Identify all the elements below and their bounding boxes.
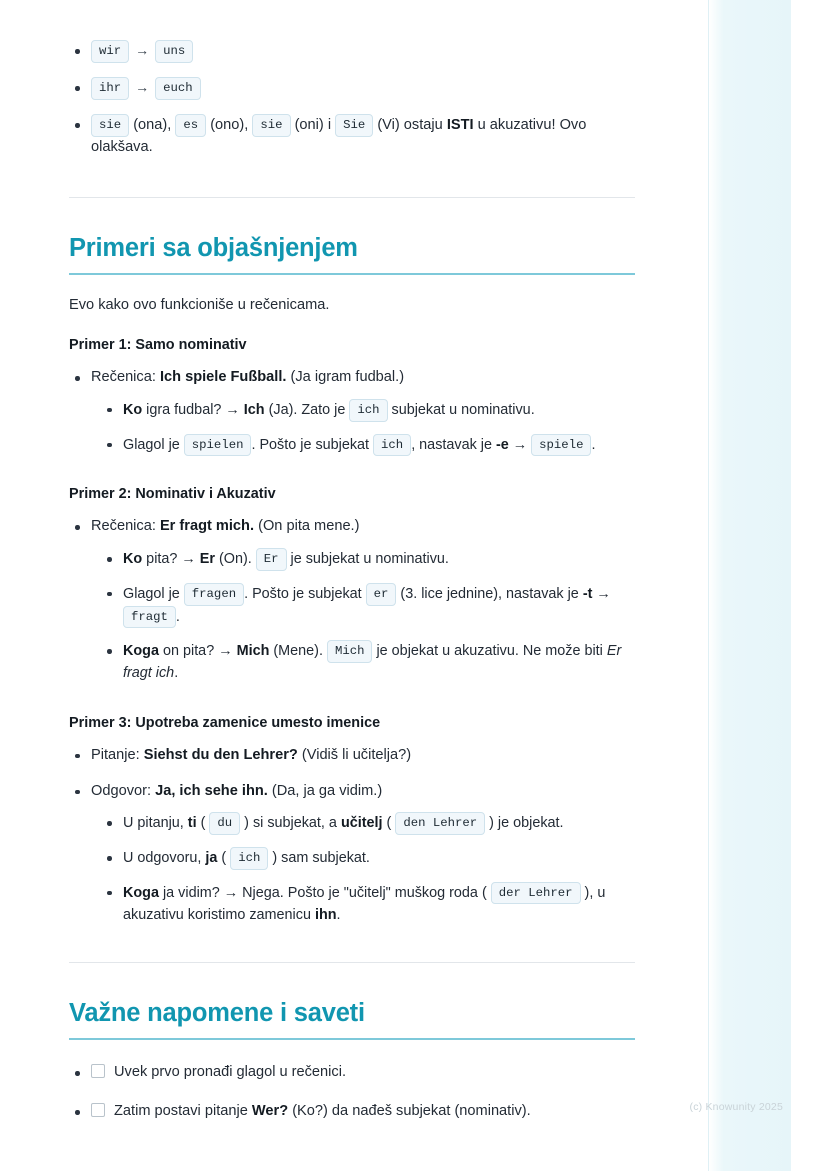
example1-list <box>69 367 635 456</box>
text-fragment-italic: Er fragt ich <box>123 643 622 682</box>
pronoun-code-sie-pl: sie <box>252 114 290 137</box>
list-item <box>69 745 635 767</box>
notes-section-header <box>69 999 635 1040</box>
text-fragment: U pitanju, <box>123 815 188 832</box>
pronoun-list-block <box>69 0 635 159</box>
list-item <box>69 1101 635 1123</box>
text-fragment: (Da, ja ga vidim.) <box>267 782 383 799</box>
text-fragment: je subjekat u nominativu. <box>286 551 449 568</box>
text-fragment: subjekat u nominativu. <box>387 402 535 419</box>
arrow-icon: → <box>135 42 150 59</box>
section-title-notes: Važne napomene i saveti <box>69 999 365 1028</box>
example3-sublist <box>101 812 635 926</box>
text-fragment: (Vi) ostaju <box>373 117 447 134</box>
example3-question: Siehst du den Lehrer? <box>143 746 298 763</box>
text-fragment: ) sam subjekat. <box>268 850 370 867</box>
arrow-icon: → <box>135 79 150 96</box>
checkbox-icon[interactable] <box>91 1064 105 1078</box>
emphasis-isti: ISTI <box>446 117 474 134</box>
text-fragment: pita? → <box>142 551 200 568</box>
document-content <box>69 0 635 1140</box>
notes-checklist <box>69 1062 635 1123</box>
example1-sentence: Ich spiele Fußball. <box>159 369 287 386</box>
text-fragment: , nastavak je <box>411 436 496 453</box>
text-fragment: ) je objekat. <box>485 815 564 832</box>
text-fragment: Rečenica: <box>91 369 160 386</box>
text-fragment: → <box>592 586 611 603</box>
example3-answer: Ja, ich sehe ihn. <box>155 782 268 799</box>
list-item <box>69 40 635 63</box>
text-fragment: ihn <box>314 906 337 923</box>
text-fragment: -t <box>582 586 593 603</box>
text-fragment: on pita? → <box>158 643 237 660</box>
code-ich: ich <box>349 399 387 422</box>
list-item <box>101 882 635 926</box>
text-fragment: ja vidim? → Njega. Pošto je "učitelj" muškog roda ( <box>158 884 491 901</box>
text-fragment: (Vidiš li učitelja?) <box>297 746 412 763</box>
code-der-lehrer: der Lehrer <box>491 882 581 905</box>
pronoun-code-to: uns <box>155 40 193 63</box>
code-ich: ich <box>230 847 268 870</box>
pronoun-code-es: es <box>175 114 206 137</box>
list-item <box>69 516 635 684</box>
text-fragment: . <box>591 436 596 453</box>
text-fragment: . <box>336 906 341 923</box>
text-fragment: (ona), <box>129 117 176 134</box>
pronoun-code-from: ihr <box>91 77 129 100</box>
text-fragment: Koga <box>123 643 159 660</box>
section-title-examples: Primeri sa objašnjenjem <box>69 234 358 263</box>
pronoun-code-sie-f: sie <box>91 114 129 137</box>
text-fragment: Ko <box>123 402 143 419</box>
right-page-margin <box>791 0 828 1171</box>
text-fragment: Rečenica: <box>91 518 160 535</box>
example3-list <box>69 745 635 927</box>
text-fragment: Er <box>199 551 215 568</box>
text-fragment: (On). <box>214 551 256 568</box>
text-fragment: igra fudbal? → <box>142 402 244 419</box>
list-item <box>101 434 635 457</box>
text-fragment: . <box>174 665 179 682</box>
code-spielen: spielen <box>184 434 252 457</box>
list-item <box>101 847 635 870</box>
text-fragment: ) si subjekat, a <box>240 815 341 832</box>
pronoun-code-from: wir <box>91 40 129 63</box>
text-fragment: Koga <box>123 884 159 901</box>
text-fragment: ja <box>205 850 218 867</box>
list-item <box>69 367 635 456</box>
code-den-lehrer: den Lehrer <box>395 812 485 835</box>
text-fragment: -e <box>495 436 509 453</box>
text-fragment: Pitanje: <box>91 746 144 763</box>
note-text: Uvek prvo pronađi glagol u rečenici. <box>114 1064 347 1081</box>
text-fragment: Ko <box>123 551 143 568</box>
pronoun-code-to: euch <box>155 77 201 100</box>
examples-intro-text: Evo kako ovo funkcioniše u rečenicama. <box>69 297 330 314</box>
text-fragment: . Pošto je subjekat <box>244 586 366 603</box>
text-fragment: (Ja). Zato je <box>264 402 350 419</box>
example1-heading: Primer 1: Samo nominativ <box>69 337 247 354</box>
example2-list <box>69 516 635 684</box>
text-fragment: . Pošto je subjekat <box>251 436 374 453</box>
code-ich: ich <box>373 434 411 457</box>
example2-sublist <box>101 548 635 684</box>
code-er: er <box>366 583 397 606</box>
pronoun-list <box>69 40 635 159</box>
list-item <box>69 114 635 159</box>
text-fragment: Mich <box>236 643 270 660</box>
text-fragment: ( <box>196 815 210 832</box>
code-fragen: fragen <box>184 583 244 606</box>
text-fragment: → <box>508 436 532 453</box>
text-fragment: ), u akuzativu koristimo zamenicu <box>123 884 606 923</box>
text-fragment: (On pita mene.) <box>254 518 360 535</box>
text-fragment: je objekat u akuzativu. Ne može biti <box>372 643 607 660</box>
copyright-watermark: (c) Knowunity 2025 <box>689 1101 783 1113</box>
text-fragment: (3. lice jednine), nastavak je <box>396 586 583 603</box>
text-fragment: Zatim postavi pitanje <box>114 1103 252 1120</box>
text-fragment: (Ko?) da nađeš subjekat (nominativ). <box>288 1103 531 1120</box>
checkbox-icon[interactable] <box>91 1103 105 1117</box>
list-item <box>101 548 635 571</box>
text-fragment: učitelj <box>340 815 383 832</box>
text-fragment: Ich <box>243 402 265 419</box>
list-item <box>101 640 635 684</box>
list-item <box>101 399 635 422</box>
code-mich: Mich <box>327 640 373 663</box>
example3-heading: Primer 3: Upotreba zamenice umesto imenice <box>69 714 381 731</box>
text-fragment: U odgovoru, <box>123 850 206 867</box>
text-fragment: ( <box>217 850 231 867</box>
text-fragment: (oni) i <box>290 117 336 134</box>
list-item <box>69 1062 635 1084</box>
example2-sentence: Er fragt mich. <box>159 518 255 535</box>
text-fragment: Odgovor: <box>91 782 156 799</box>
text-fragment: Glagol je <box>123 436 184 453</box>
note-bold-wer: Wer? <box>251 1103 289 1120</box>
code-du: du <box>209 812 240 835</box>
code-er: Er <box>256 548 287 571</box>
text-fragment: (ono), <box>206 117 253 134</box>
list-item <box>69 77 635 100</box>
list-item <box>69 781 635 927</box>
right-decorative-panel <box>708 0 791 1171</box>
text-fragment: (Mene). <box>269 643 327 660</box>
list-item <box>101 583 635 628</box>
pronoun-code-sie-formal: Sie <box>335 114 373 137</box>
text-fragment: Glagol je <box>123 586 184 603</box>
examples-section-header <box>69 234 635 275</box>
text-fragment: u akuzativu! Ovo olakšava. <box>91 117 587 156</box>
code-spiele: spiele <box>531 434 591 457</box>
text-fragment: ( <box>382 815 396 832</box>
text-fragment: . <box>175 608 180 625</box>
text-fragment: (Ja igram fudbal.) <box>286 369 405 386</box>
code-fragt: fragt <box>123 606 176 629</box>
example2-heading: Primer 2: Nominativ i Akuzativ <box>69 486 276 503</box>
list-item <box>101 812 635 835</box>
example1-sublist <box>101 399 635 456</box>
text-fragment: ti <box>187 815 197 832</box>
